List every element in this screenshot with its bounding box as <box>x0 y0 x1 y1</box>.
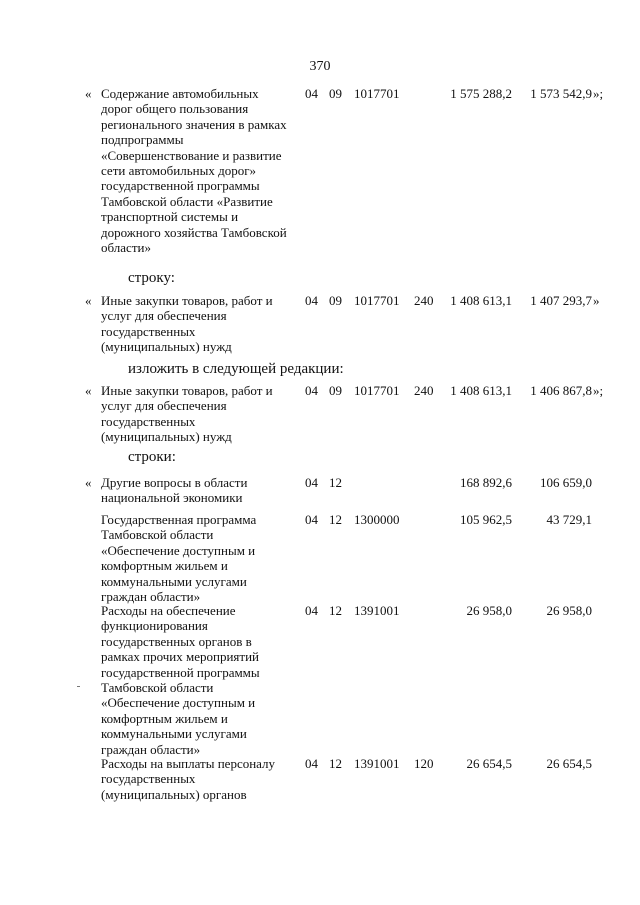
amount-year-1: 1 575 288,2 <box>450 86 512 101</box>
subsection-code: 12 <box>329 512 342 527</box>
section-code: 04 <box>305 293 318 308</box>
close-quote: » <box>593 293 600 308</box>
instruction-line: строки: <box>128 449 176 465</box>
amount-year-2: 1 573 542,9 <box>530 86 592 101</box>
close-quote: »; <box>593 86 604 101</box>
scan-speck <box>77 686 80 687</box>
subsection-code: 12 <box>329 603 342 618</box>
section-code: 04 <box>305 383 318 398</box>
expense-type-code: 120 <box>414 756 434 771</box>
expense-type-code: 240 <box>414 383 434 398</box>
amount-year-1: 26 654,5 <box>466 756 512 771</box>
subsection-code: 09 <box>329 293 342 308</box>
instruction-line: изложить в следующей редакции: <box>128 361 344 377</box>
amount-year-1: 1 408 613,1 <box>450 383 512 398</box>
open-quote: « <box>85 475 92 490</box>
row-description: Расходы на выплаты персоналу государственных (муниципальных) органов <box>101 756 276 802</box>
subsection-code: 12 <box>329 756 342 771</box>
row-description: Иные закупки товаров, работ и услуг для обеспечения государственных (муниципальных) нужд <box>101 383 273 445</box>
instruction-line: строку: <box>128 270 175 286</box>
amount-year-1: 1 408 613,1 <box>450 293 512 308</box>
row-description: Расходы на обеспечение функционирования государственных органов в рамках прочих мероприятий государственной программы Тамбовской области «Обеспечение доступным и комфортным жильем и коммунальными услугами граждан области» <box>101 603 260 757</box>
expense-type-code: 240 <box>414 293 434 308</box>
row-description: Иные закупки товаров, работ и услуг для обеспечения государственных (муниципальных) нужд <box>101 293 273 355</box>
section-code: 04 <box>305 756 318 771</box>
row-description: Государственная программа Тамбовской области «Обеспечение доступным и комфортным жильем и коммунальными услугами граждан области» <box>101 512 257 605</box>
subsection-code: 09 <box>329 86 342 101</box>
amount-year-2: 106 659,0 <box>540 475 592 490</box>
open-quote: « <box>85 383 92 398</box>
section-code: 04 <box>305 512 318 527</box>
target-article-code: 1300000 <box>354 512 400 527</box>
close-quote: »; <box>593 383 604 398</box>
amount-year-1: 105 962,5 <box>460 512 512 527</box>
open-quote: « <box>85 293 92 308</box>
open-quote: « <box>85 86 92 101</box>
amount-year-2: 1 407 293,7 <box>530 293 592 308</box>
amount-year-2: 26 958,0 <box>546 603 592 618</box>
target-article-code: 1017701 <box>354 293 400 308</box>
target-article-code: 1391001 <box>354 756 400 771</box>
section-code: 04 <box>305 475 318 490</box>
amount-year-2: 43 729,1 <box>546 512 592 527</box>
target-article-code: 1017701 <box>354 383 400 398</box>
target-article-code: 1391001 <box>354 603 400 618</box>
amount-year-1: 26 958,0 <box>466 603 512 618</box>
amount-year-2: 1 406 867,8 <box>530 383 592 398</box>
amount-year-1: 168 892,6 <box>460 475 512 490</box>
section-code: 04 <box>305 86 318 101</box>
section-code: 04 <box>305 603 318 618</box>
subsection-code: 12 <box>329 475 342 490</box>
subsection-code: 09 <box>329 383 342 398</box>
target-article-code: 1017701 <box>354 86 400 101</box>
page-number: 370 <box>309 59 331 74</box>
row-description: Другие вопросы в области национальной экономики <box>101 475 248 506</box>
row-description: Содержание автомобильных дорог общего пользования регионального значения в рамках подпрограммы «Совершенствование и развитие сети автомобильных дорог» государственной программы Тамбовской области «Развитие транспортной системы и дорожного хозяйства Тамбовской области» <box>101 86 287 256</box>
amount-year-2: 26 654,5 <box>546 756 592 771</box>
